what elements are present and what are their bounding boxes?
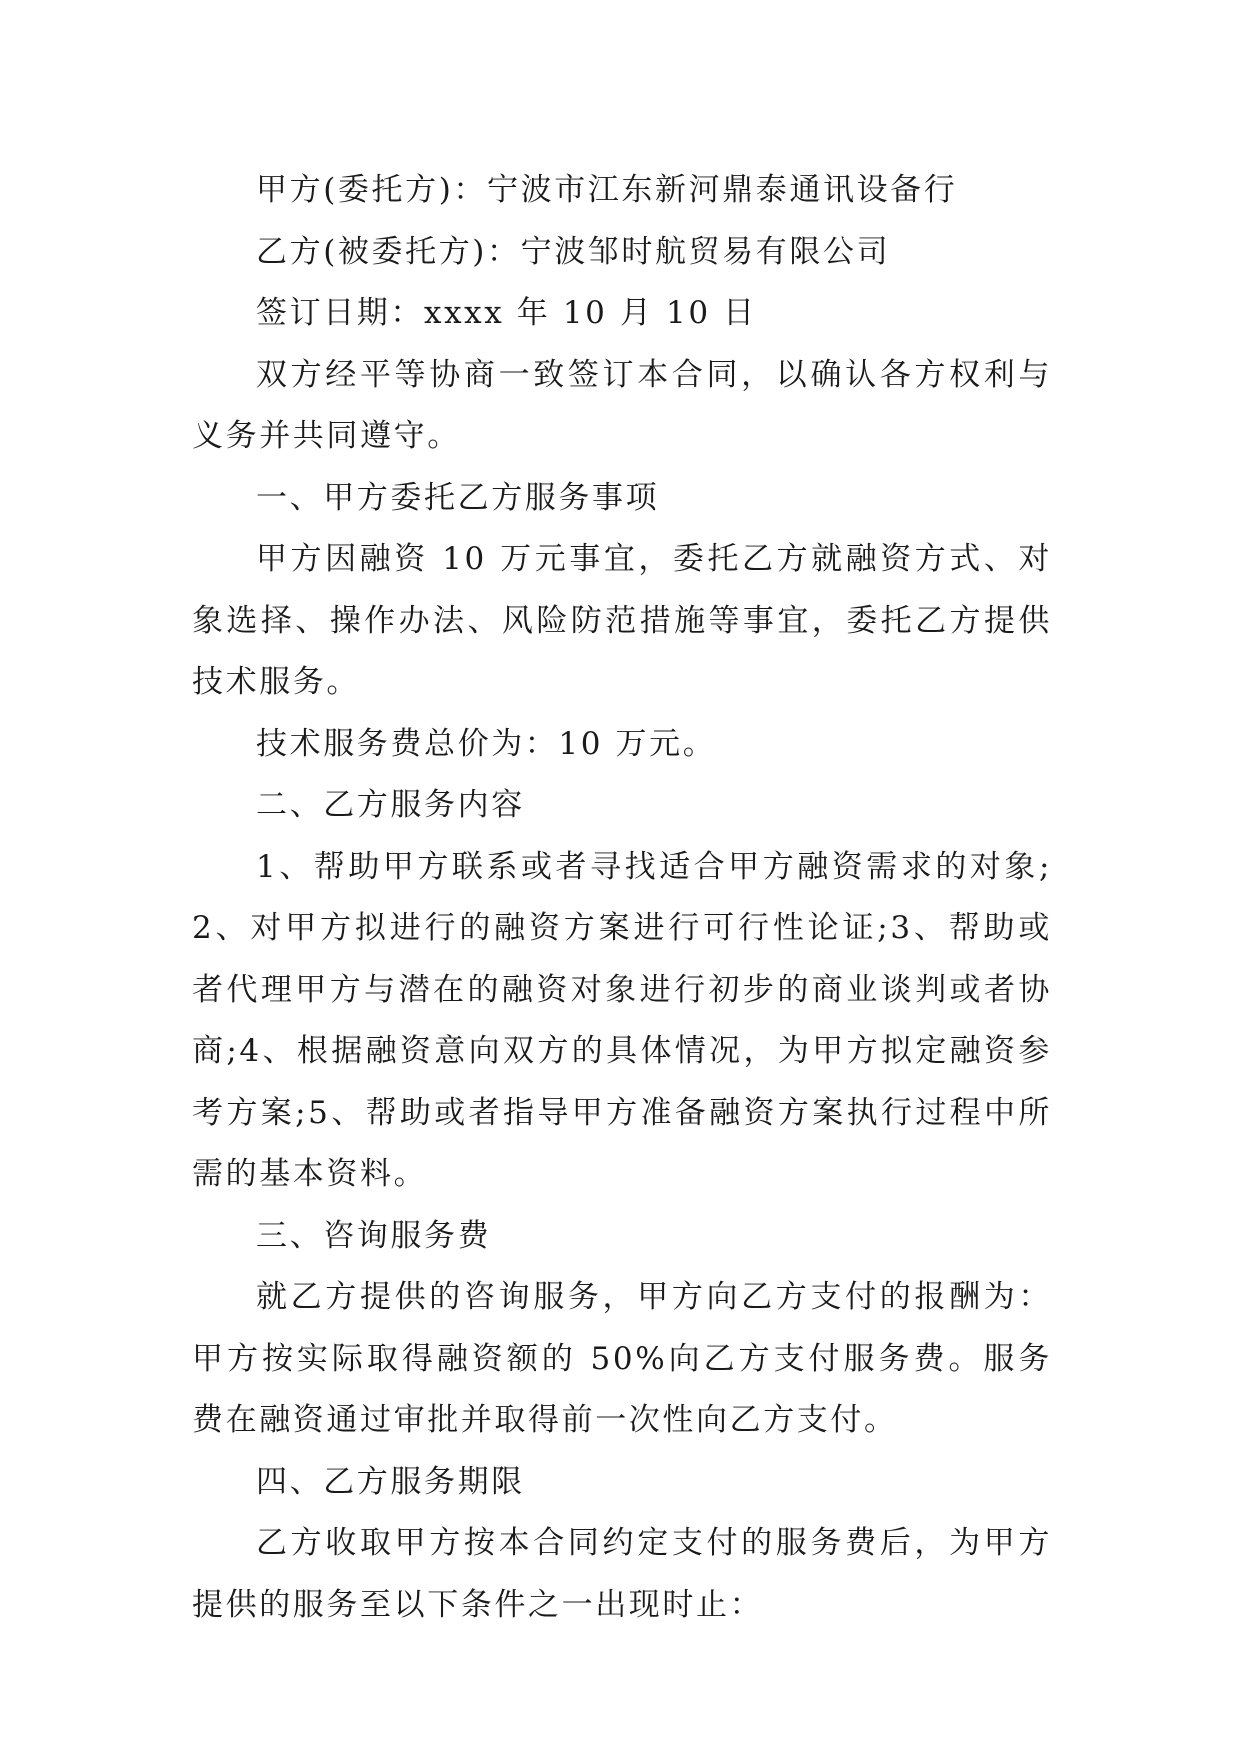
- party-b-line: 乙方(被委托方)：宁波邹时航贸易有限公司: [256, 233, 891, 270]
- document-page: [192, 160, 1052, 1636]
- preamble-paragraph: 双方经平等协商一致签订本合同，以确认各方权利与义务并共同遵守。: [192, 356, 1052, 454]
- service-fee-total-line: 技术服务费总价为：10 万元。: [256, 725, 717, 762]
- section-4-paragraph: 乙方收取甲方按本合同约定支付的服务费后，为甲方提供的服务至以下条件之一出现时止：: [192, 1525, 1052, 1623]
- signing-date-line: 签订日期：xxxx 年 10 月 10 日: [256, 295, 757, 331]
- section-2-heading: 二、乙方服务内容: [256, 787, 525, 823]
- party-a-line: 甲方(委托方)：宁波市江东新河鼎泰通讯设备行: [256, 172, 958, 208]
- section-3-heading: 三、咨询服务费: [256, 1217, 492, 1254]
- section-3-paragraph: 就乙方提供的咨询服务，甲方向乙方支付的报酬为：甲方按实际取得融资额的 50%向乙方支付服务费。服务费在融资通过审批并取得前一次性向乙方支付。: [192, 1279, 1052, 1438]
- section-1-paragraph: 甲方因融资 10 万元事宜，委托乙方就融资方式、对象选择、操作办法、风险防范措施等事宜，委托乙方提供技术服务。: [192, 541, 1052, 700]
- section-4-heading: 四、乙方服务期限: [256, 1463, 525, 1500]
- section-1-heading: 一、甲方委托乙方服务事项: [256, 479, 660, 516]
- section-2-paragraph: 1、帮助甲方联系或者寻找适合甲方融资需求的对象;2、对甲方拟进行的融资方案进行可行性论证;3、帮助或者代理甲方与潜在的融资对象进行初步的商业谈判或者协商;4、根据融资意向双方的具体情况，为甲方拟定融资参考方案;5、帮助或者指导甲方准备融资方案执行过程中所需的基本资料。: [192, 848, 1052, 1192]
